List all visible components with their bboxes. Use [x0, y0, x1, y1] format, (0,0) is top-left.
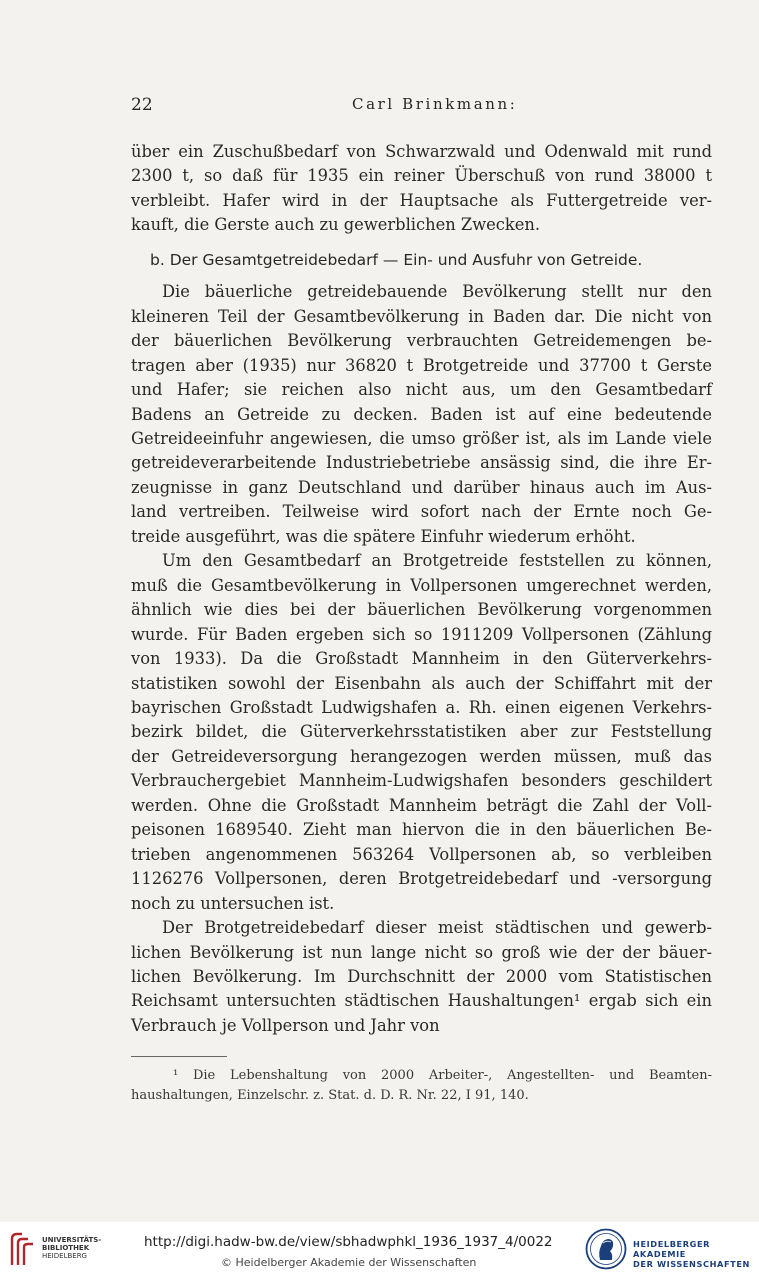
library-line-3: HEIDELBERG	[42, 1252, 87, 1260]
text-line: Die bäuerliche getreidebauende Bevölkerung stellt nur den	[162, 282, 712, 302]
text-line: bezirk bildet, die Güterverkehrsstatistiken aber zur Feststellung	[131, 722, 712, 742]
footnote-line: ¹ Die Lebenshaltung von 2000 Arbeiter-, Angestellten- und Beamten-	[173, 1068, 712, 1083]
viewer-footer	[0, 1222, 759, 1275]
paragraph-4	[131, 916, 712, 1038]
text-line: wurde. Für Baden ergeben sich so 1911209 Vollpersonen (Zählung	[131, 624, 712, 644]
university-library-name	[42, 1236, 101, 1260]
footnote-rule	[131, 1056, 227, 1057]
text-line: Badens an Getreide zu decken. Baden ist auf eine bedeutende	[131, 404, 712, 424]
section-heading: b. Der Gesamtgetreidebedarf — Ein- und Ausfuhr von Getreide.	[150, 250, 643, 269]
text-line: ähnlich wie dies bei der bäuerlichen Bevölkerung vorgenommen	[131, 600, 712, 620]
text-line: über ein Zuschußbedarf von Schwarzwald und Odenwald mit rund	[131, 142, 712, 161]
text-line: lichen Bevölkerung ist nun lange nicht so groß wie der der bäuer-	[131, 942, 712, 962]
text-line: 2300 t, so daß für 1935 ein reiner Überschuß von rund 38000 t	[131, 166, 712, 186]
text-line: werden. Ohne die Großstadt Mannheim beträgt die Zahl der Voll-	[131, 795, 712, 815]
library-line-1: UNIVERSITÄTS-	[42, 1236, 102, 1244]
library-line-2: BIBLIOTHEK	[42, 1244, 90, 1252]
text-line: Getreideeinfuhr angewiesen, die umso größer ist, als im Lande viele	[131, 428, 712, 448]
academy-line-1: HEIDELBERGER AKADEMIE	[633, 1239, 711, 1259]
text-line: verbleibt. Hafer wird in der Hauptsache als Futtergetreide ver-	[131, 190, 712, 210]
academy-seal-icon[interactable]	[585, 1228, 627, 1270]
text-line: Reichsamt untersuchten städtischen Haushaltungen¹ ergab sich ein	[131, 991, 712, 1011]
page-number: 22	[131, 95, 153, 115]
text-line: Verbrauchergebiet Mannheim-Ludwigshafen besonders geschildert	[131, 771, 712, 791]
text-line: tragen aber (1935) nur 36820 t Brotgetreide und 37700 t Gerste	[131, 355, 712, 375]
text-line: peisonen 1689540. Zieht man hiervon die in den bäuerlichen Be-	[131, 820, 712, 840]
permalink-url[interactable]: http://digi.hadw-bw.de/view/sbhadwphkl_1936_1937_4/0022	[144, 1234, 553, 1250]
text-line: und Hafer; sie reichen also nicht aus, um den Gesamtbedarf	[131, 380, 712, 400]
text-line: zeugnisse in ganz Deutschland und darüber hinaus auch im Aus-	[131, 477, 712, 497]
paragraph-3	[131, 549, 712, 916]
text-line: muß die Gesamtbevölkerung in Vollpersonen umgerechnet werden,	[131, 575, 712, 595]
text-line: noch zu untersuchen ist.	[131, 893, 335, 913]
footnote-line: haushaltungen, Einzelschr. z. Stat. d. D. R. Nr. 22, I 91, 140.	[131, 1088, 529, 1103]
text-line: trieben angenommenen 563264 Vollpersonen ab, so verbleiben	[131, 844, 712, 864]
footnote	[131, 1066, 712, 1106]
university-library-logo-icon[interactable]	[8, 1231, 36, 1267]
text-line: getreideverarbeitende Industriebetriebe ansässig sind, die ihre Er-	[131, 453, 712, 473]
text-line: Der Brotgetreidebedarf dieser meist städtischen und gewerb-	[162, 918, 712, 938]
text-line: statistiken sowohl der Eisenbahn als auch der Schiffahrt mit der	[131, 673, 712, 693]
text-line: der Getreideversorgung herangezogen werden müssen, muß das	[131, 746, 712, 766]
text-line: Um den Gesamtbedarf an Brotgetreide feststellen zu können,	[162, 551, 712, 571]
paragraph-1	[131, 140, 712, 238]
paragraph-2	[131, 280, 712, 549]
text-line: Verbrauch je Vollperson und Jahr von	[131, 1015, 440, 1035]
text-line: der bäuerlichen Bevölkerung verbrauchten Getreidemengen be-	[131, 331, 712, 351]
copyright-notice: © Heidelberger Akademie der Wissenschaften	[221, 1256, 477, 1269]
text-line: treide ausgeführt, was die spätere Einfuhr wiederum erhöht.	[131, 526, 636, 546]
text-line: von 1933). Da die Großstadt Mannheim in den Güterverkehrs-	[131, 649, 712, 669]
body-text	[131, 140, 712, 1038]
text-line: lichen Bevölkerung. Im Durchschnitt der 2000 vom Statistischen	[131, 966, 712, 986]
text-line: kleineren Teil der Gesamtbevölkerung in Baden dar. Die nicht von	[131, 306, 712, 326]
text-line: bayrischen Großstadt Ludwigshafen a. Rh. einen eigenen Verkehrs-	[131, 697, 712, 717]
running-head-author: Carl Brinkmann:	[352, 95, 518, 113]
text-line: 1126276 Vollpersonen, deren Brotgetreidebedarf und -versorgung	[131, 869, 712, 889]
text-line: land vertreiben. Teilweise wird sofort nach der Ernte noch Ge-	[131, 502, 712, 522]
academy-name	[633, 1239, 759, 1269]
academy-line-2: DER WISSENSCHAFTEN	[633, 1259, 751, 1269]
text-line: kauft, die Gerste auch zu gewerblichen Zwecken.	[131, 215, 541, 235]
